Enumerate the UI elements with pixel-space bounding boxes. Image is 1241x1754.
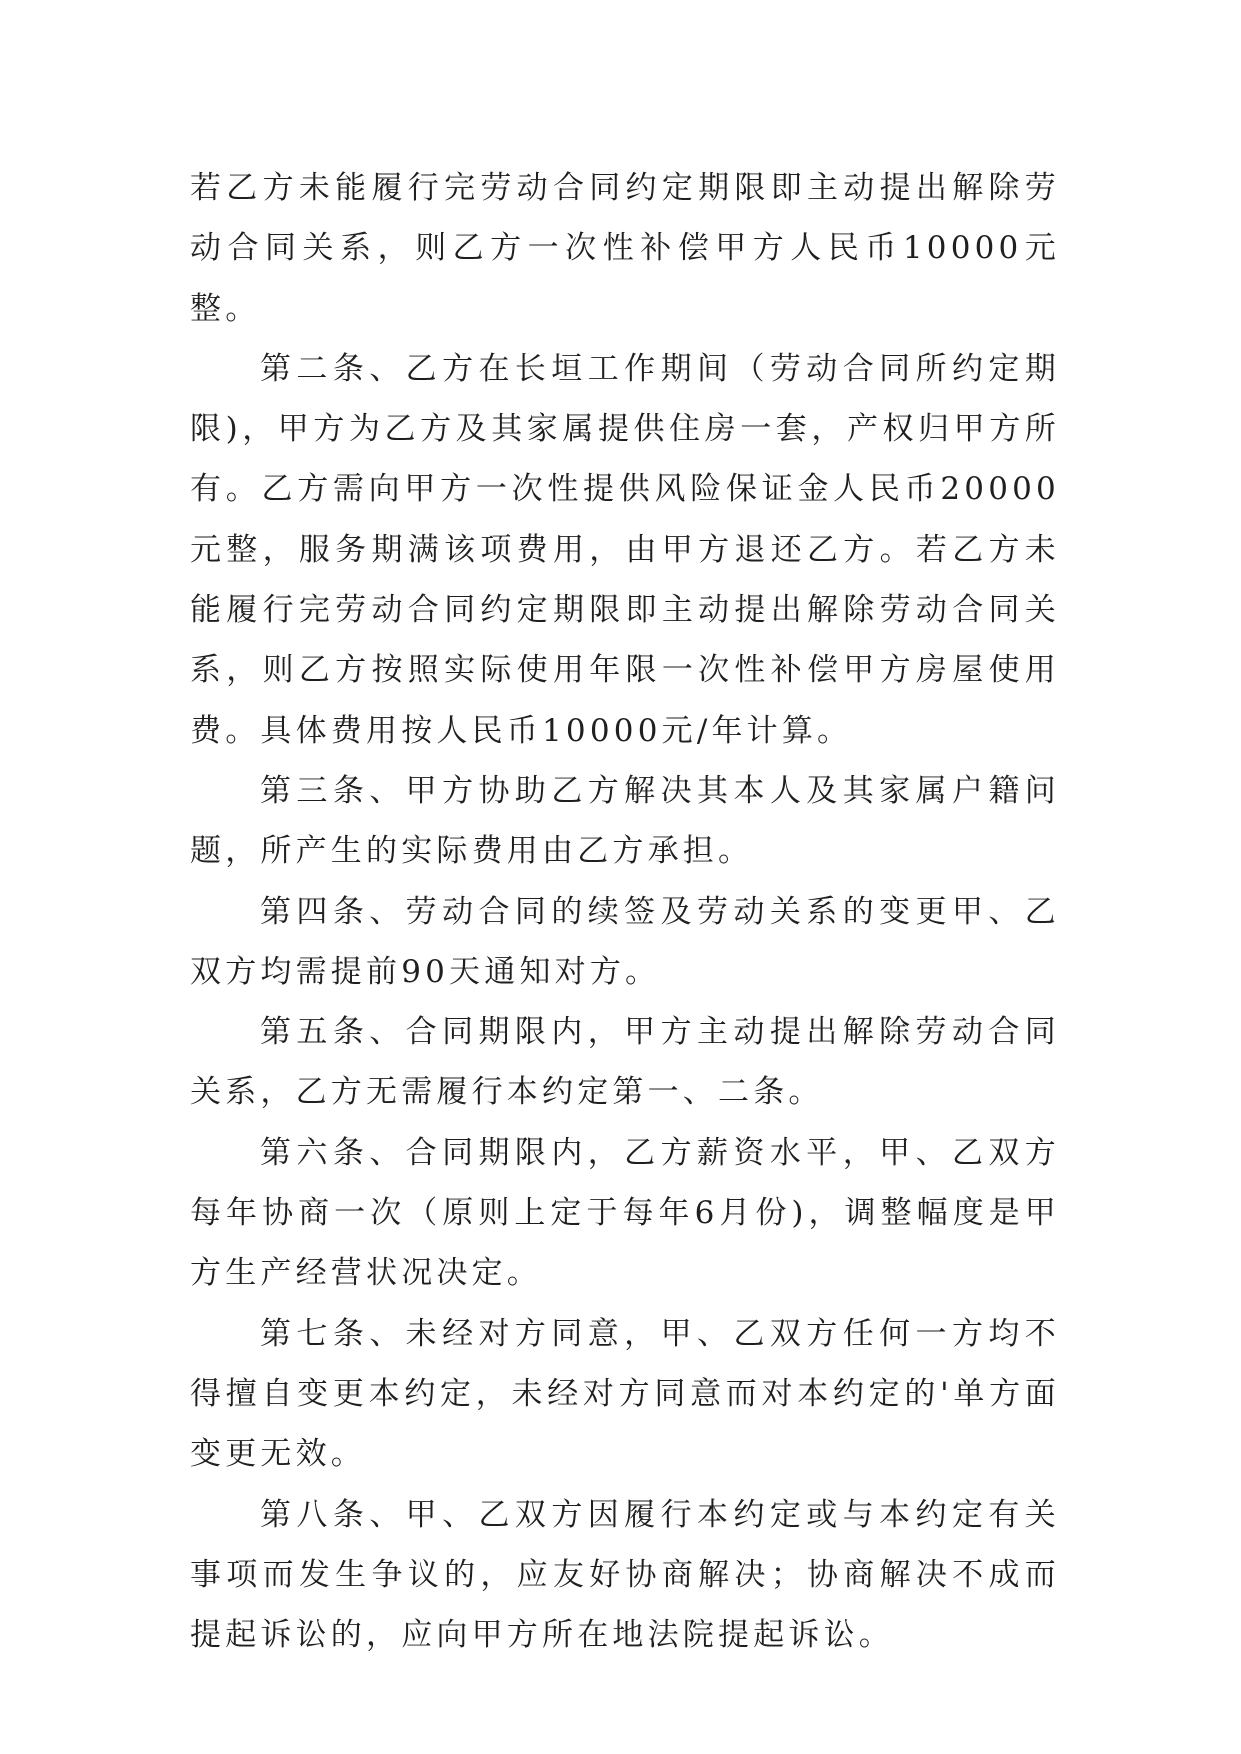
paragraph-article-7: 第七条、未经对方同意，甲、乙双方任何一方均不得擅自变更本约定，未经对方同意而对本约定的'单方面变更无效。 — [190, 1315, 1060, 1473]
paragraph-article-6: 第六条、合同期限内，乙方薪资水平，甲、乙双方每年协商一次（原则上定于每年6月份)，调整幅度是甲方生产经营状况决定。 — [190, 1134, 1060, 1292]
paragraph-continuation: 若乙方未能履行完劳动合同约定期限即主动提出解除劳动合同关系，则乙方一次性补偿甲方人民币10000元整。 — [190, 170, 1060, 327]
paragraph-article-2: 第二条、乙方在长垣工作期间（劳动合同所约定期限)，甲方为乙方及其家属提供住房一套，产权归甲方所有。乙方需向甲方一次性提供风险保证金人民币20000元整，服务期满该项费用，由甲方退还乙方。若乙方未能履行完劳动合同约定期限即主动提出解除劳动合同关系，则乙方按照实际使用年限一次性补偿甲方房屋使用费。具体费用按人民币10000元/年计算。 — [190, 350, 1060, 749]
document-body — [190, 158, 1060, 1665]
paragraph-article-4: 第四条、劳动合同的续签及劳动关系的变更甲、乙双方均需提前90天通知对方。 — [190, 893, 1060, 990]
paragraph-article-3: 第三条、甲方协助乙方解决其本人及其家属户籍问题，所产生的实际费用由乙方承担。 — [190, 772, 1060, 870]
paragraph-article-8: 第八条、甲、乙双方因履行本约定或与本约定有关事项而发生争议的，应友好协商解决；协商解决不成而提起诉讼的，应向甲方所在地法院提起诉讼。 — [190, 1496, 1060, 1654]
paragraph-article-5: 第五条、合同期限内，甲方主动提出解除劳动合同关系，乙方无需履行本约定第一、二条。 — [190, 1014, 1060, 1111]
